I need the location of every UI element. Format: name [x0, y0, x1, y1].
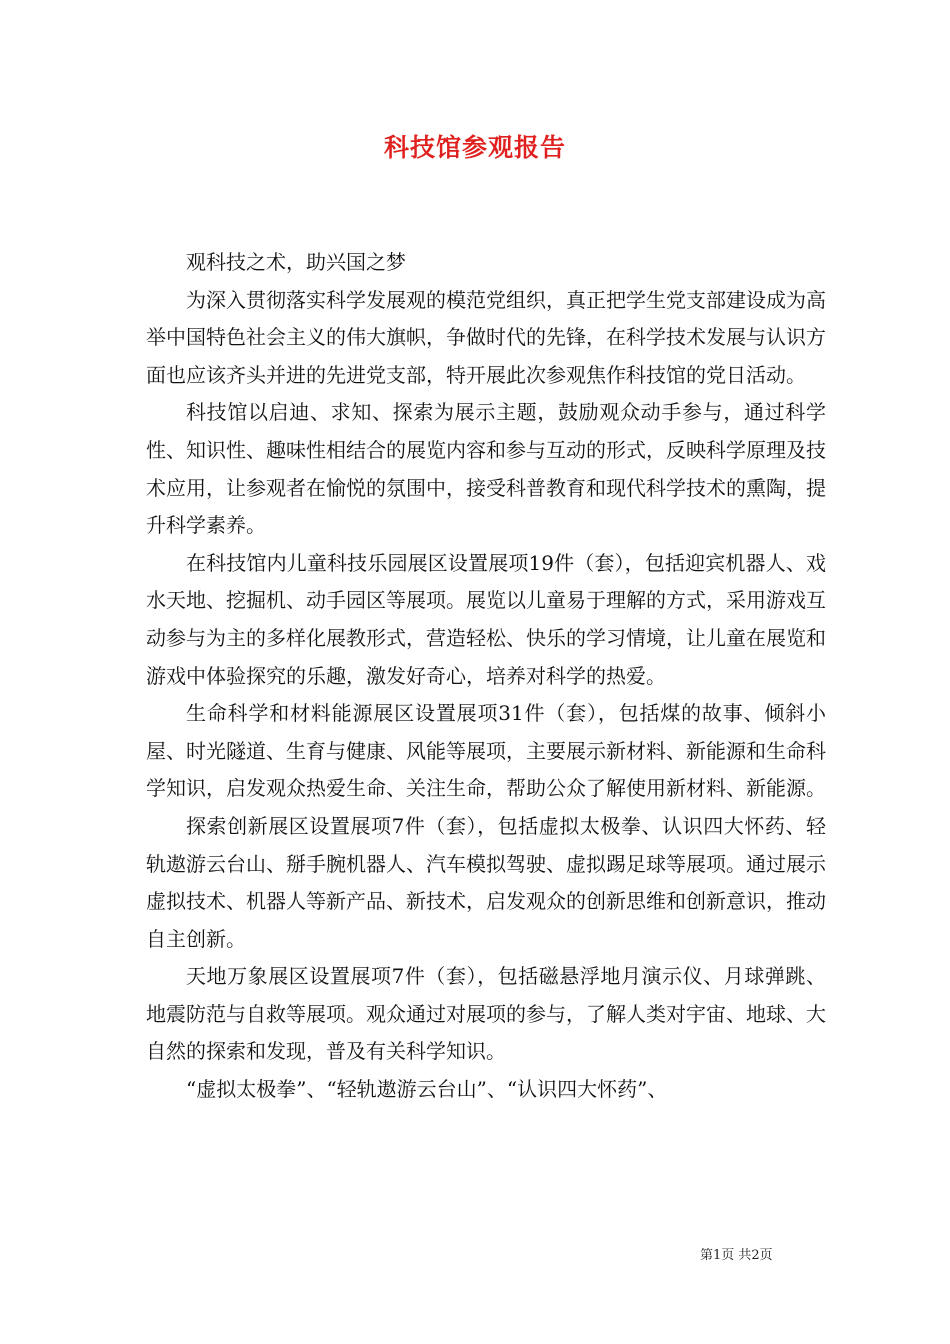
- paragraph: 为深入贯彻落实科学发展观的模范党组织，真正把学生党支部建设成为高举中国特色社会主义的伟大旗帜，争做时代的先锋，在科学技术发展与认识方面也应该齐头并进的先进党支部，特开展此次参观焦作科技馆的党日活动。: [146, 287, 826, 387]
- paragraph: 在科技馆内儿童科技乐园展区设置展项19件（套），包括迎宾机器人、戏水天地、挖掘机、动手园区等展项。展览以儿童易于理解的方式，采用游戏互动参与为主的多样化展教形式，营造轻松、快乐的学习情境，让儿童在展览和游戏中体验探究的乐趣，激发好奇心，培养对科学的热爱。: [146, 550, 826, 688]
- page-number-footer: 第1页 共2页: [700, 1248, 773, 1263]
- paragraph: 科技馆以启迪、求知、探索为展示主题，鼓励观众动手参与，通过科学性、知识性、趣味性相结合的展览内容和参与互动的形式，反映科学原理及技术应用，让参观者在愉悦的氛围中，接受科普教育和现代科学技术的熏陶，提升科学素养。: [146, 400, 826, 538]
- paragraph: 天地万象展区设置展项7件（套），包括磁悬浮地月演示仪、月球弹跳、地震防范与自救等展项。观众通过对展项的参与，了解人类对宇宙、地球、大自然的探索和发现，普及有关科学知识。: [146, 964, 826, 1064]
- document-body: [146, 244, 826, 1109]
- paragraph: “虚拟太极拳”、“轻轨遨游云台山”、“认识四大怀药”、: [186, 1077, 668, 1102]
- paragraph-subtitle: 观科技之术，助兴国之梦: [186, 250, 406, 274]
- document-title: 科技馆参观报告: [383, 133, 566, 162]
- paragraph: 探索创新展区设置展项7件（套），包括虚拟太极拳、认识四大怀药、轻轨遨游云台山、掰手腕机器人、汽车模拟驾驶、虚拟踢足球等展项。通过展示虚拟技术、机器人等新产品、新技术，启发观众的创新思维和创新意识，推动自主创新。: [146, 813, 826, 951]
- paragraph: 生命科学和材料能源展区设置展项31件（套），包括煤的故事、倾斜小屋、时光隧道、生育与健康、风能等展项，主要展示新材料、新能源和生命科学知识，启发观众热爱生命、关注生命，帮助公众了解使用新材料、新能源。: [146, 701, 826, 801]
